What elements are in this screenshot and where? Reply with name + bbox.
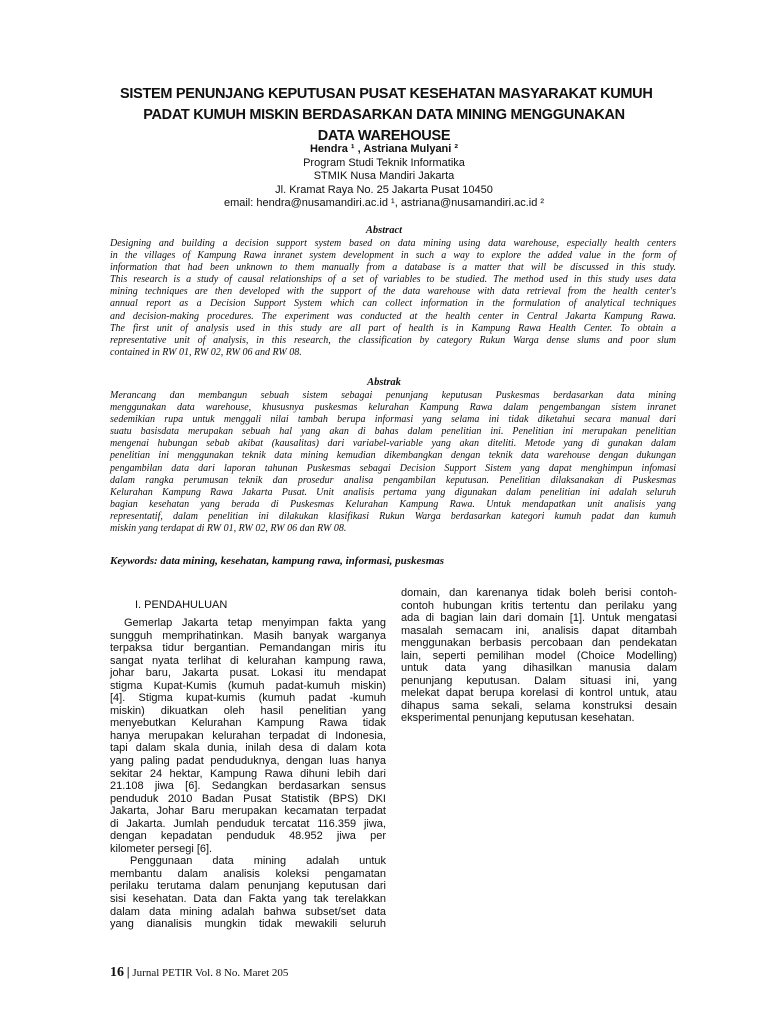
abstract-line: annual report as a Decision Support System which can collect information in the formulation of analytical techniques (110, 298, 676, 310)
body-line: stigma Kupat-Kumis (kumuh padat-kumuh miskin) (110, 679, 386, 692)
body-line: sungguh memprihatinkan. Masih banyak warganya (110, 629, 386, 642)
abstrak-line: dalam rangka perumusan teknik dan prosedur analisa pengambilan keputusan. Penelitian dilaksanakan di Puskesmas (110, 474, 676, 486)
body-line: sekitar 24 hektar, Kampung Rawa dihuni lebih dari (110, 767, 386, 780)
abstract-line: The first unit of analysis used in this study are all part of health is in Kampung Rawa Health Center. To obtain a (110, 322, 676, 334)
abstrak-line: sedemikian rupa untuk menggali nilai tambah berupa informasi yang selama ini tidak diketahui secara manual dari (110, 414, 676, 426)
body-line: hanya merupakan kelurahan terpadat di Indonesia, (110, 729, 386, 742)
body-line: sisi kesehatan. Data dan Fakta yang tak terelakkan (110, 893, 386, 906)
body-line: dihapus sama sekali, selama konstruksi desain (401, 699, 677, 712)
abstrak-text (110, 390, 676, 535)
body-line: Penggunaan data mining adalah untuk (130, 855, 386, 868)
body-line: miskin) dikuatkan oleh hasil penelitian yang (110, 704, 386, 717)
title-line: PADAT KUMUH MISKIN BERDASARKAN DATA MINING MENGGUNAKAN (143, 107, 625, 123)
left-column (110, 617, 386, 931)
title-line: DATA WAREHOUSE (317, 128, 451, 144)
abstract-line: contained in RW 01, RW 02, RW 06 and RW 08. (110, 346, 302, 358)
abstrak-line: penelitian ini menggunakan teknik data mining kemudian dikembangkan dengan teknik data warehouse dengan dukungan (110, 450, 676, 462)
section-heading: I. PENDAHULUAN (135, 599, 228, 611)
abstrak-line: mengenai hubungan sebab akibat (kausalitas) dari variabel-variable yang akan diteliti. Metode yang di gunakan dalam (110, 438, 676, 450)
body-line: domain, dan karenanya tidak boleh berisi contoh- (401, 587, 677, 599)
abstract-heading: Abstract (365, 225, 403, 236)
body-line: eksperimental penunjang keputusan kesehatan. (401, 712, 635, 725)
body-line: menyebutkan Kelurahan Kampung Rawa tidak (110, 717, 386, 730)
abstract-line: mining techniques are then developed with the support of the data warehouse with data retrieval from the health center's (110, 286, 676, 298)
affiliation-line: STMIK Nusa Mandiri Jakarta (313, 170, 455, 183)
body-line: 21.108 jiwa [6]. Sedangkan berdasarkan sensus (110, 780, 386, 793)
body-line: contoh hubungan kritis tertentu dan perilaku yang (401, 599, 677, 612)
abstrak-line: Merancang dan membangun sebuah sistem sebagai penunjang keputusan Puskesmas berdasarkan data mining (110, 390, 676, 401)
abstract-line: in the villages of Kampung Rawa inranet system development in such a way to explore the added value in the form of (110, 250, 676, 262)
body-line: tapi dalam skala dunia, inilah desa di dalam kota (110, 742, 386, 755)
abstrak-heading: Abstrak (367, 377, 401, 388)
body-line: yang dianalisis mungkin tidak mewakili seluruh (110, 918, 386, 931)
body-line: yang paling padat penduduknya, dengan luas hanya (110, 755, 386, 768)
page-number: 16 (110, 965, 124, 980)
affiliation-line: Program Studi Teknik Informatika (303, 156, 465, 169)
abstrak-line: Kelurahan Kampung Rawa Jakarta Pusat. Unit analisis pertama yang digunakan dalam penelitian ini adalah seluruh (110, 486, 676, 498)
body-line: sangat nyata terlihat di kelurahan kampung rawa, (110, 654, 386, 667)
email-line: email: hendra@nusamandiri.ac.id ¹, astriana@nusamandiri.ac.id ² (223, 197, 545, 210)
body-line: masalah semacam ini, analisis dapat ditambah (401, 624, 677, 637)
body-line: melekat dapat berupa korelasi di kontrol untuk, atau (401, 687, 677, 700)
body-line: untuk data yang dihasilkan manusia dalam (401, 662, 677, 675)
abstrak-line: bagian kesehatan yang berada di Puskesmas Kelurahan Kampung Rawa. Untuk mendapatkan unit analisis yang (110, 498, 676, 510)
body-line: johar baru, Jakarta pusat. Lokasi itu mendapat (110, 667, 386, 680)
abstrak-line: pengambilan data dari laporan tahunan Puskesmas sebagai Decision Support Sistem yang dapat menghimpun infomasi (110, 462, 676, 474)
body-line: dalam data mining adalah bahwa subset/set data (110, 905, 386, 918)
abstract-line: representative unit of analysis, in this research, the classification by category Rukun Warga dense slums and poor slum (110, 334, 676, 346)
abstract-line: Designing and building a decision support system based on data mining using data warehouse, especially health centers (110, 238, 676, 249)
abstract-line: information that had been unknown to them manually from a database is a matter that will be discussed in this study. (110, 262, 676, 274)
keywords-line: Keywords: data mining, kesehatan, kampung rawa, informasi, puskesmas (110, 555, 445, 567)
body-line: [4]. Stigma kupat-kumis (kumuh padat -kumuh (110, 692, 386, 705)
body-line: lain, seperti pemilihan model (Choice Modelling) (401, 649, 677, 662)
abstract-line: and decision-making procedures. The experiment was conducted at the health center in Central Jakarta Kampung Rawa. (110, 310, 676, 322)
author-block (0, 143, 768, 211)
body-line: terpaksa tidur bergantian. Pemandangan miris itu (110, 642, 386, 655)
body-line: dengan kepadatan penduduk 48.952 jiwa per (110, 830, 386, 843)
body-line: membantu dalam analisis koleksi pengamatan (110, 867, 386, 880)
abstrak-line: menggunakan data warehouse, khususnya puskesmas kelurahan Kampung Rawa dalam pengembangan sistem inranet (110, 402, 676, 414)
right-column (401, 587, 677, 725)
body-line: menggunakan berbasis percobaan dan pendekatan (401, 637, 677, 650)
body-line: Jakarta, Johar Baru merupakan kecamatan terpadat (110, 805, 386, 818)
abstrak-line: suatu basisdata merupakan sebuah hal yang akan di bahas dalam penelitian ini. Penelitian ini merupakan penelitian (110, 426, 676, 438)
title-line: SISTEM PENUNJANG KEPUTUSAN PUSAT KESEHATAN MASYARAKAT KUMUH (120, 86, 653, 102)
body-line: kilometer persegi [6]. (110, 842, 213, 855)
affiliation-line: Jl. Kramat Raya No. 25 Jakarta Pusat 10450 (275, 183, 493, 196)
body-line: di Jakarta. Jumlah penduduk tercatat 116.359 jiwa, (110, 817, 386, 830)
paper-title (120, 84, 653, 147)
body-line: ada di bagian lain dari domain [1]. Untuk mengatasi (401, 612, 677, 625)
body-line: penduduk 2010 Badan Pusat Statistik (BPS) DKI (110, 792, 386, 805)
abstrak-line: representatif, dalam penelitian ini dilakukan klasifikasi Rukun Warga berdasarkan kategori kumuh padat dan kumuh (110, 510, 676, 522)
author-names: Hendra ¹ , Astriana Mulyani ² (309, 143, 459, 155)
body-line: perilaku terutama dalam penunjang keputusan dari (110, 880, 386, 893)
abstract-line: This research is a study of causal relationships of a set of variables to be studied. The method used in this study uses data (110, 274, 676, 286)
abstract-text (110, 238, 676, 359)
journal-name: Jurnal PETIR Vol. 8 No. Maret 205 (132, 967, 289, 979)
body-line: penunjang keputusan. Dalam situasi ini, yang (401, 674, 677, 687)
page-footer (110, 964, 288, 981)
body-line: Gemerlap Jakarta tetap menyimpan fakta yang (124, 617, 386, 629)
abstrak-line: miskin yang terdapat di RW 01, RW 02, RW 06 dan RW 08. (110, 523, 347, 535)
footer-separator: | (126, 964, 130, 979)
